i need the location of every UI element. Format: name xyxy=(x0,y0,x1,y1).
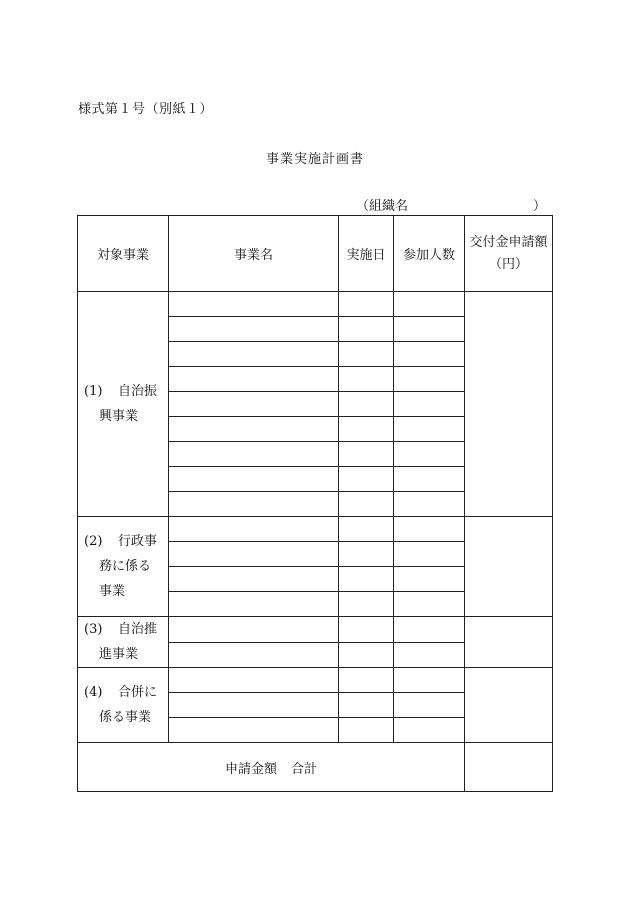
participants-cell[interactable] xyxy=(394,517,465,542)
category-number: (2) xyxy=(84,534,103,549)
amount-cell[interactable] xyxy=(465,668,553,743)
participants-cell[interactable] xyxy=(394,617,465,643)
project-name-cell[interactable] xyxy=(169,417,339,442)
participants-cell[interactable] xyxy=(394,292,465,317)
participants-cell[interactable] xyxy=(394,592,465,617)
table-row xyxy=(78,668,553,693)
form-number: 様式第１号（別紙１） xyxy=(78,102,214,117)
category-text: 合併に xyxy=(118,685,158,700)
participants-cell[interactable] xyxy=(394,668,465,693)
category-line xyxy=(78,529,168,554)
participants-cell[interactable] xyxy=(394,542,465,567)
header-participants: 参加人数 xyxy=(394,216,465,292)
category-line xyxy=(78,642,168,667)
organization-label: （組織名 xyxy=(356,199,409,214)
document-title: 事業実施計画書 xyxy=(265,152,364,167)
amount-cell[interactable] xyxy=(465,617,553,668)
project-name-cell[interactable] xyxy=(169,718,339,743)
header-category: 対象事業 xyxy=(78,216,169,292)
plan-table xyxy=(77,215,553,792)
table-row xyxy=(78,617,553,643)
header-amount-unit: （円） xyxy=(488,256,528,272)
header-project-name: 事業名 xyxy=(169,216,339,292)
project-name-cell[interactable] xyxy=(169,592,339,617)
participants-cell[interactable] xyxy=(394,567,465,592)
category-text: 務に係る xyxy=(99,559,152,574)
category-text: 自治推 xyxy=(118,622,158,637)
project-name-cell[interactable] xyxy=(169,367,339,392)
category-text: 事業 xyxy=(99,584,126,599)
participants-cell[interactable] xyxy=(394,367,465,392)
category-number: (4) xyxy=(84,685,103,700)
category-line xyxy=(78,680,168,705)
project-name-cell[interactable] xyxy=(169,492,339,517)
project-name-cell[interactable] xyxy=(169,642,339,668)
date-cell[interactable] xyxy=(339,417,394,442)
participants-cell[interactable] xyxy=(394,317,465,342)
participants-cell[interactable] xyxy=(394,492,465,517)
date-cell[interactable] xyxy=(339,342,394,367)
project-name-cell[interactable] xyxy=(169,392,339,417)
participants-cell[interactable] xyxy=(394,442,465,467)
participants-cell[interactable] xyxy=(394,718,465,743)
participants-cell[interactable] xyxy=(394,467,465,492)
project-name-cell[interactable] xyxy=(169,292,339,317)
participants-cell[interactable] xyxy=(394,417,465,442)
category-cell xyxy=(78,517,169,617)
date-cell[interactable] xyxy=(339,567,394,592)
category-text: 行政事 xyxy=(118,534,158,549)
category-line xyxy=(78,554,168,579)
amount-cell[interactable] xyxy=(465,292,553,517)
header-amount-label: 交付金申請額 xyxy=(469,234,548,250)
project-name-cell[interactable] xyxy=(169,617,339,643)
date-cell[interactable] xyxy=(339,693,394,718)
participants-cell[interactable] xyxy=(394,392,465,417)
category-number: (3) xyxy=(84,622,103,637)
project-name-cell[interactable] xyxy=(169,442,339,467)
date-cell[interactable] xyxy=(339,467,394,492)
category-line xyxy=(78,579,168,604)
organization-label-close: ） xyxy=(532,199,546,214)
total-amount-cell[interactable] xyxy=(465,743,553,792)
category-text: 興事業 xyxy=(99,409,139,424)
category-line xyxy=(78,404,168,429)
organization-name-line xyxy=(356,195,546,214)
header-amount xyxy=(465,216,553,292)
category-number: (1) xyxy=(84,384,103,399)
date-cell[interactable] xyxy=(339,517,394,542)
date-cell[interactable] xyxy=(339,642,394,668)
category-text: 進事業 xyxy=(99,647,139,662)
header-row xyxy=(78,216,553,292)
total-label xyxy=(78,743,465,792)
date-cell[interactable] xyxy=(339,718,394,743)
date-cell[interactable] xyxy=(339,668,394,693)
category-line xyxy=(78,379,168,404)
participants-cell[interactable] xyxy=(394,693,465,718)
total-label-text: 合計 xyxy=(291,761,318,777)
total-row xyxy=(78,743,553,792)
category-text: 自治振 xyxy=(118,384,158,399)
header-date: 実施日 xyxy=(339,216,394,292)
category-line xyxy=(78,617,168,642)
project-name-cell[interactable] xyxy=(169,342,339,367)
date-cell[interactable] xyxy=(339,317,394,342)
date-cell[interactable] xyxy=(339,592,394,617)
participants-cell[interactable] xyxy=(394,342,465,367)
category-cell xyxy=(78,668,169,743)
project-name-cell[interactable] xyxy=(169,693,339,718)
date-cell[interactable] xyxy=(339,492,394,517)
project-name-cell[interactable] xyxy=(169,517,339,542)
table-row xyxy=(78,292,553,317)
project-name-cell[interactable] xyxy=(169,567,339,592)
category-line xyxy=(78,705,168,730)
category-cell xyxy=(78,617,169,668)
project-name-cell[interactable] xyxy=(169,317,339,342)
date-cell[interactable] xyxy=(339,292,394,317)
date-cell[interactable] xyxy=(339,542,394,567)
date-cell[interactable] xyxy=(339,367,394,392)
participants-cell[interactable] xyxy=(394,642,465,668)
category-cell xyxy=(78,292,169,517)
table-row xyxy=(78,517,553,542)
date-cell[interactable] xyxy=(339,442,394,467)
date-cell[interactable] xyxy=(339,392,394,417)
project-name-cell[interactable] xyxy=(169,668,339,693)
category-text: 係る事業 xyxy=(99,710,152,725)
project-name-cell[interactable] xyxy=(169,542,339,567)
amount-cell[interactable] xyxy=(465,517,553,617)
project-name-cell[interactable] xyxy=(169,467,339,492)
total-label-text: 申請金額 xyxy=(224,761,277,777)
date-cell[interactable] xyxy=(339,617,394,643)
